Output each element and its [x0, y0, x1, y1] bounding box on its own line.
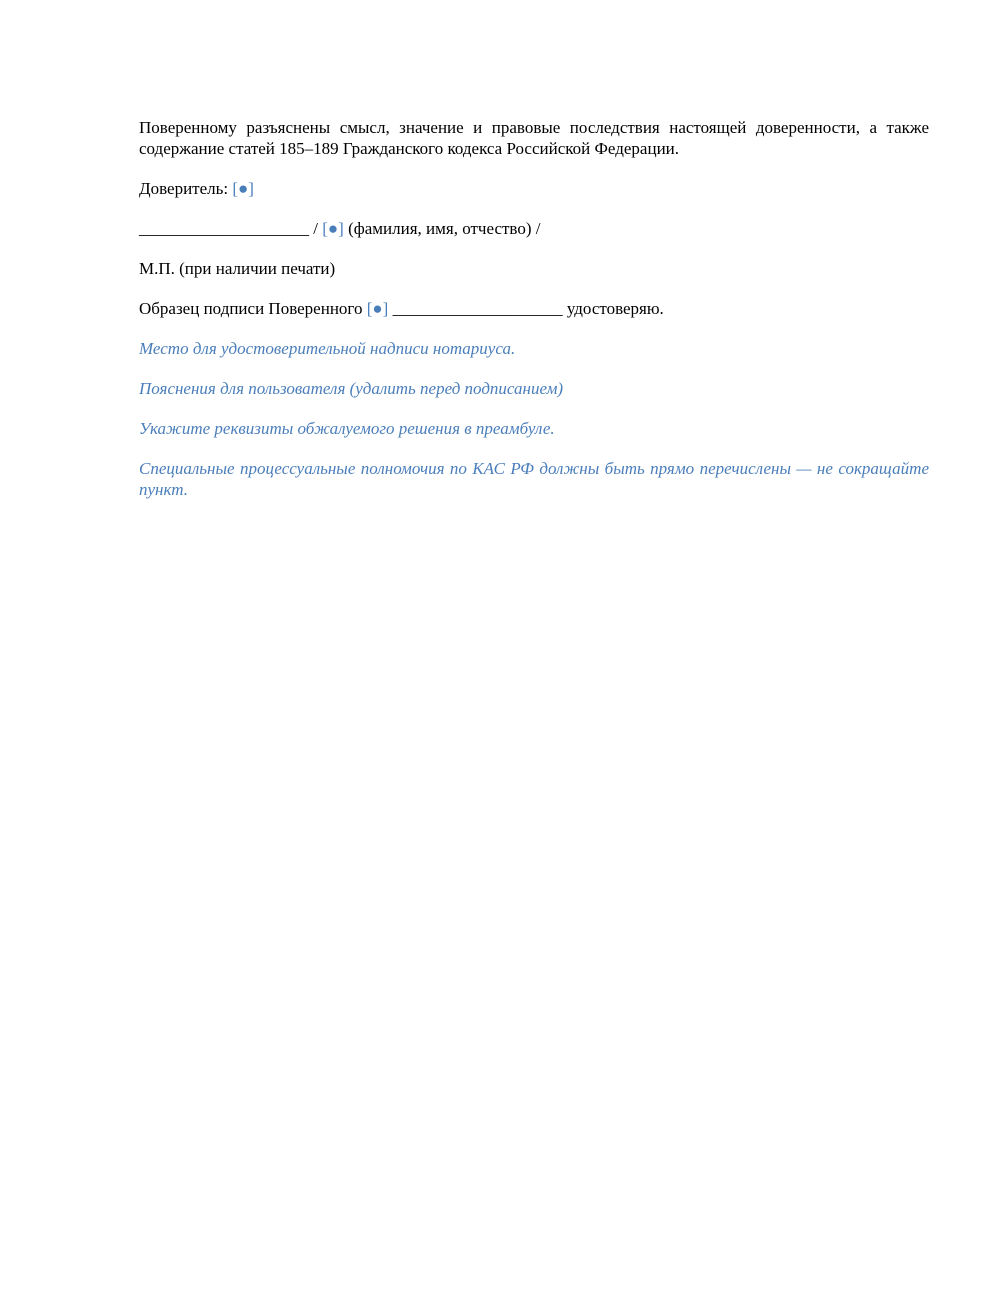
explanation-paragraph: Поверенному разъяснены смысл, значение и правовые последствия настоящей доверенности, а также содержание статей 185–189 Гражданского кодекса Российской Федерации.	[139, 118, 929, 158]
signature-blank[interactable]: ____________________	[139, 219, 309, 238]
sample-prefix: Образец подписи Поверенного	[139, 299, 367, 318]
principal-placeholder[interactable]: [●]	[232, 179, 254, 198]
note-notary-place: Место для удостоверительной надписи нотариуса.	[139, 339, 516, 358]
sample-suffix: удостоверяю.	[566, 299, 664, 318]
signature-name-hint: (фамилия, имя, отчество) /	[343, 219, 541, 238]
signature-line	[139, 218, 929, 239]
signature-separator: /	[309, 219, 323, 238]
note-user-explanations: Пояснения для пользователя (удалить перед подписанием)	[139, 379, 564, 398]
signature-sample-line	[139, 298, 929, 319]
principal-line	[139, 178, 929, 199]
note-preamble-details: Укажите реквизиты обжалуемого решения в преамбуле.	[139, 419, 555, 438]
stamp-line: М.П. (при наличии печати)	[139, 259, 336, 278]
note-special-powers: Специальные процессуальные полномочия по КАС РФ должны быть прямо перечислены — не сокращайте пункт.	[139, 459, 929, 499]
principal-label: Доверитель:	[139, 179, 229, 198]
sample-placeholder[interactable]: [●]	[366, 299, 389, 318]
document-body	[139, 117, 929, 519]
sample-blank[interactable]: ____________________	[388, 299, 567, 318]
signature-placeholder[interactable]: [●]	[322, 219, 344, 238]
